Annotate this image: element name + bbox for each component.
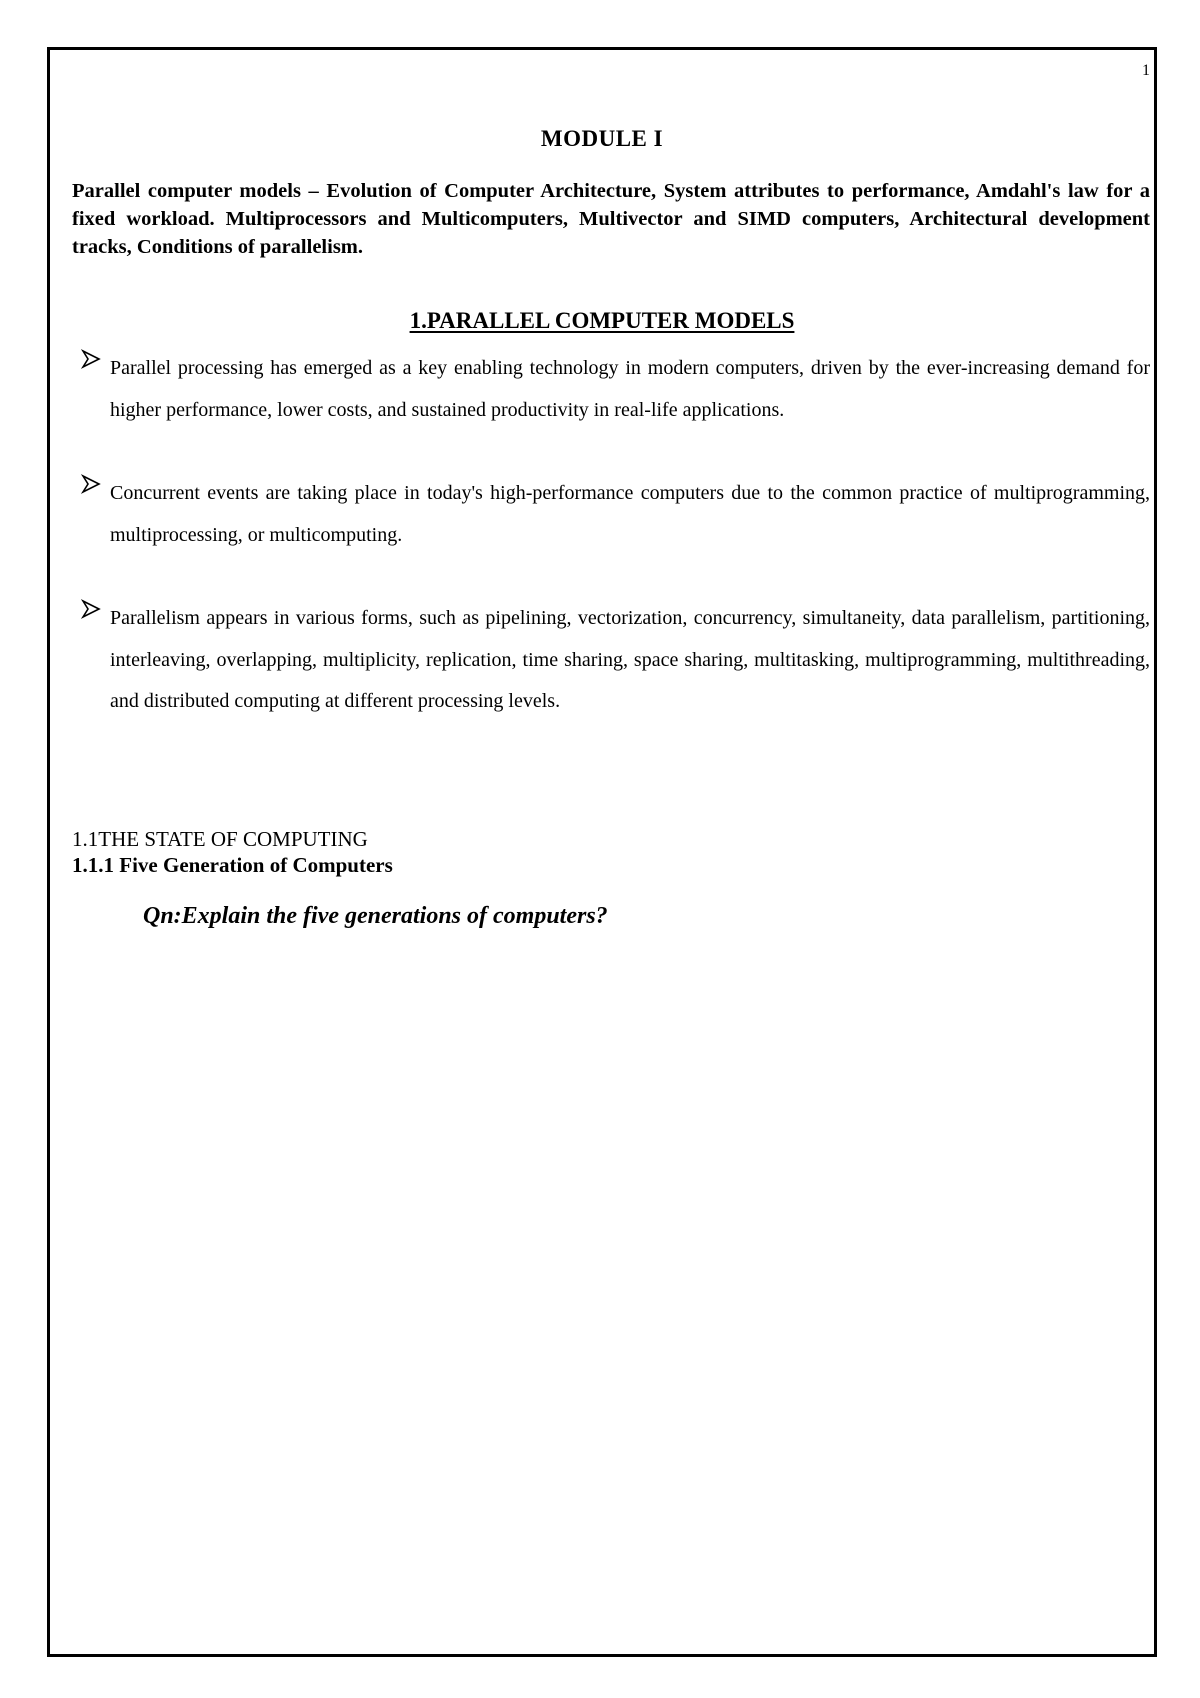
bullet-item xyxy=(110,598,1150,723)
page-number: 1 xyxy=(1142,62,1150,79)
arrowhead-bullet-icon xyxy=(81,474,103,496)
section-heading: 1.PARALLEL COMPUTER MODELS xyxy=(409,308,795,333)
arrowhead-bullet-icon xyxy=(81,599,103,621)
arrowhead-bullet-icon xyxy=(81,349,103,371)
bullet-text: Parallel processing has emerged as a key enabling technology in modern computers, driven by the ever-increasing demand for higher performance, lower costs, and sustained productivity in real-life applications. xyxy=(110,357,1150,421)
page-frame xyxy=(47,47,1157,1657)
question-prompt: Qn:Explain the five generations of computers? xyxy=(143,903,608,929)
bullet-item xyxy=(110,348,1150,431)
module-title: MODULE I xyxy=(540,126,664,151)
bullet-text: Concurrent events are taking place in today's high-performance computers due to the common practice of multiprogramming, multiprocessing, or multicomputing. xyxy=(110,482,1150,546)
subsection-heading: 1.1THE STATE OF COMPUTING xyxy=(72,827,368,851)
bullet-text: Parallelism appears in various forms, such as pipelining, vectorization, concurrency, simultaneity, data parallelism, partitioning, interleaving, overlapping, multiplicity, replication, time sharing, space sharing, multitasking, multiprogramming, multithreading, and distributed computing at different processing levels. xyxy=(110,607,1150,712)
subsubsection-heading: 1.1.1 Five Generation of Computers xyxy=(72,853,393,877)
bullet-item xyxy=(110,473,1150,556)
module-summary: Parallel computer models – Evolution of Computer Architecture, System attributes to performance, Amdahl's law for a fixed workload. Multiprocessors and Multicomputers, Multivector and SIMD computers, Architectural development tracks, Conditions of parallelism. xyxy=(72,180,1150,258)
